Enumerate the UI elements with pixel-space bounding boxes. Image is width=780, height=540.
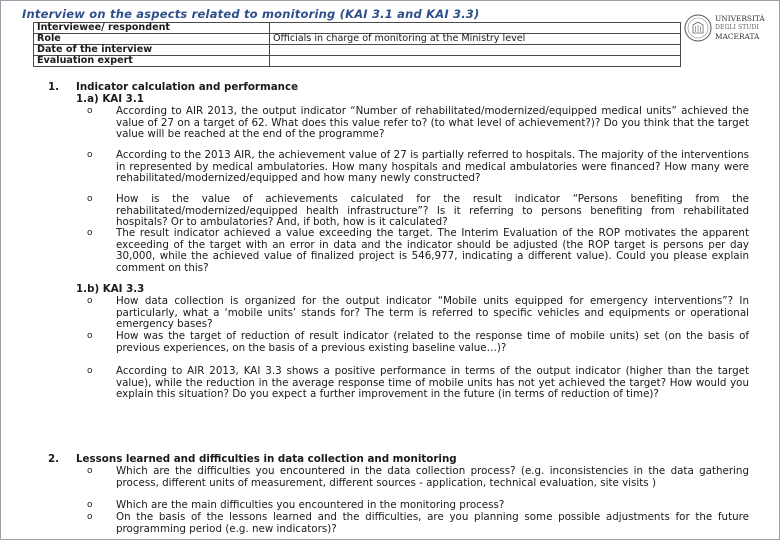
bullet-icon: o bbox=[87, 500, 93, 510]
question-text: How data collection is organized for the output indicator “Mobile units equipped for emergency interventions”? In particularly, what a ‘mobile units’ stands for? The term is referred to specific vehicles and equipments or operational emergency bases? bbox=[116, 295, 749, 331]
expert-label: Evaluation expert bbox=[34, 56, 270, 67]
bullet-icon: o bbox=[87, 228, 93, 238]
bullet-icon: o bbox=[87, 512, 93, 522]
bullet-icon: o bbox=[87, 194, 93, 204]
question-text: Which are the main difficulties you encountered in the monitoring process? bbox=[116, 499, 505, 511]
question-text: According to the 2013 AIR, the achievement value of 27 is partially referred to hospitals. The majority of the interventions in represented by medical ambulatories. How many hospitals and medical ambulatories were financed? How many were rehabilitated/modernized/equipped and how many newly constructed? bbox=[116, 149, 749, 185]
list-item bbox=[87, 500, 749, 512]
logo-line-1: UNIVERSITÀ bbox=[715, 14, 765, 23]
bullet-icon: o bbox=[87, 331, 93, 341]
table-row bbox=[34, 56, 681, 67]
bullet-icon: o bbox=[87, 150, 93, 160]
respondent-label: Interviewee/ respondent bbox=[34, 23, 270, 34]
question-text: According to AIR 2013, the output indicator “Number of rehabilitated/modernized/equipped medical units” achieved the value of 27 on a target of 62. What does this value refer to? (to what level of achievement?)? Do you think that the target value will be reached at the end of the programme? bbox=[116, 105, 749, 141]
section-number: 2. bbox=[48, 453, 60, 465]
date-value bbox=[270, 45, 681, 56]
list-item bbox=[87, 106, 749, 141]
list-item bbox=[87, 228, 749, 274]
question-text: The result indicator achieved a value exceeding the target. The Interim Evaluation of the ROP motivates the apparent exceeding of the target with an error in data and the indicator should be adjusted (the ROP target is persons per day 30,000, while the achieved value of finalized project is 546,977, indicating a different value). Could you please explain comment on this? bbox=[116, 227, 749, 274]
table-row bbox=[34, 34, 681, 45]
question-text: Which are the difficulties you encountered in the data collection process? (e.g. inconsistencies in the data gathering process, different units of measurement, different sources - application, technical evaluation, site visits ) bbox=[116, 465, 749, 489]
bullet-icon: o bbox=[87, 296, 93, 306]
list-item bbox=[87, 466, 749, 489]
bullet-icon: o bbox=[87, 466, 93, 476]
list-item bbox=[87, 194, 749, 229]
university-logo bbox=[684, 13, 765, 45]
section-title: Indicator calculation and performance bbox=[76, 81, 299, 93]
section-1-heading bbox=[48, 82, 298, 94]
section-title: Lessons learned and difficulties in data collection and monitoring bbox=[76, 453, 457, 465]
role-value: Officials in charge of monitoring at the Ministry level bbox=[270, 34, 681, 45]
question-text: According to AIR 2013, KAI 3.3 shows a positive performance in terms of the output indicator (higher than the target value), while the reduction in the average response time of mobile units has not yet achieved the target? How would you explain this situation? Do you expect a further improvement in the future (in terms of reduction of time)? bbox=[116, 365, 749, 401]
bullet-icon: o bbox=[87, 106, 93, 116]
logo-wordmark bbox=[715, 14, 765, 41]
interview-info-table bbox=[33, 22, 681, 67]
table-row bbox=[34, 23, 681, 34]
expert-value bbox=[270, 56, 681, 67]
document-title: Interview on the aspects related to monitoring (KAI 3.1 and KAI 3.3) bbox=[22, 7, 480, 21]
logo-line-3: MACERATA bbox=[715, 32, 760, 41]
subsection-1b-heading: 1.b) KAI 3.3 bbox=[76, 283, 145, 295]
list-item bbox=[87, 366, 749, 401]
table-row bbox=[34, 45, 681, 56]
section-number: 1. bbox=[48, 81, 60, 93]
logo-line-2: DEGLI STUDI bbox=[715, 24, 759, 31]
university-seal-icon bbox=[684, 14, 712, 42]
question-text: How is the value of achievements calculated for the result indicator “Persons benefiting from the rehabilitated/modernized/equipped health infrastructure”? Is it referring to persons benefiting from rehabilitated hospitals? Or to ambulatories? And, if both, how is it calculated? bbox=[116, 193, 749, 229]
subsection-1a-heading: 1.a) KAI 3.1 bbox=[76, 93, 144, 105]
respondent-value bbox=[270, 23, 681, 34]
list-item bbox=[87, 150, 749, 185]
section-2-heading bbox=[48, 454, 457, 466]
bullet-icon: o bbox=[87, 366, 93, 376]
question-text: How was the target of reduction of result indicator (related to the response time of mobile units) set (on the basis of previous experiences, on the basis of a previous existing baseline value…)? bbox=[116, 330, 749, 354]
role-label: Role bbox=[34, 34, 270, 45]
date-label: Date of the interview bbox=[34, 45, 270, 56]
question-text: On the basis of the lessons learned and the difficulties, are you planning some possible adjustments for the future programming period (e.g. new indicators)? bbox=[116, 511, 749, 535]
list-item bbox=[87, 512, 749, 535]
list-item bbox=[87, 331, 749, 354]
list-item bbox=[87, 296, 749, 331]
